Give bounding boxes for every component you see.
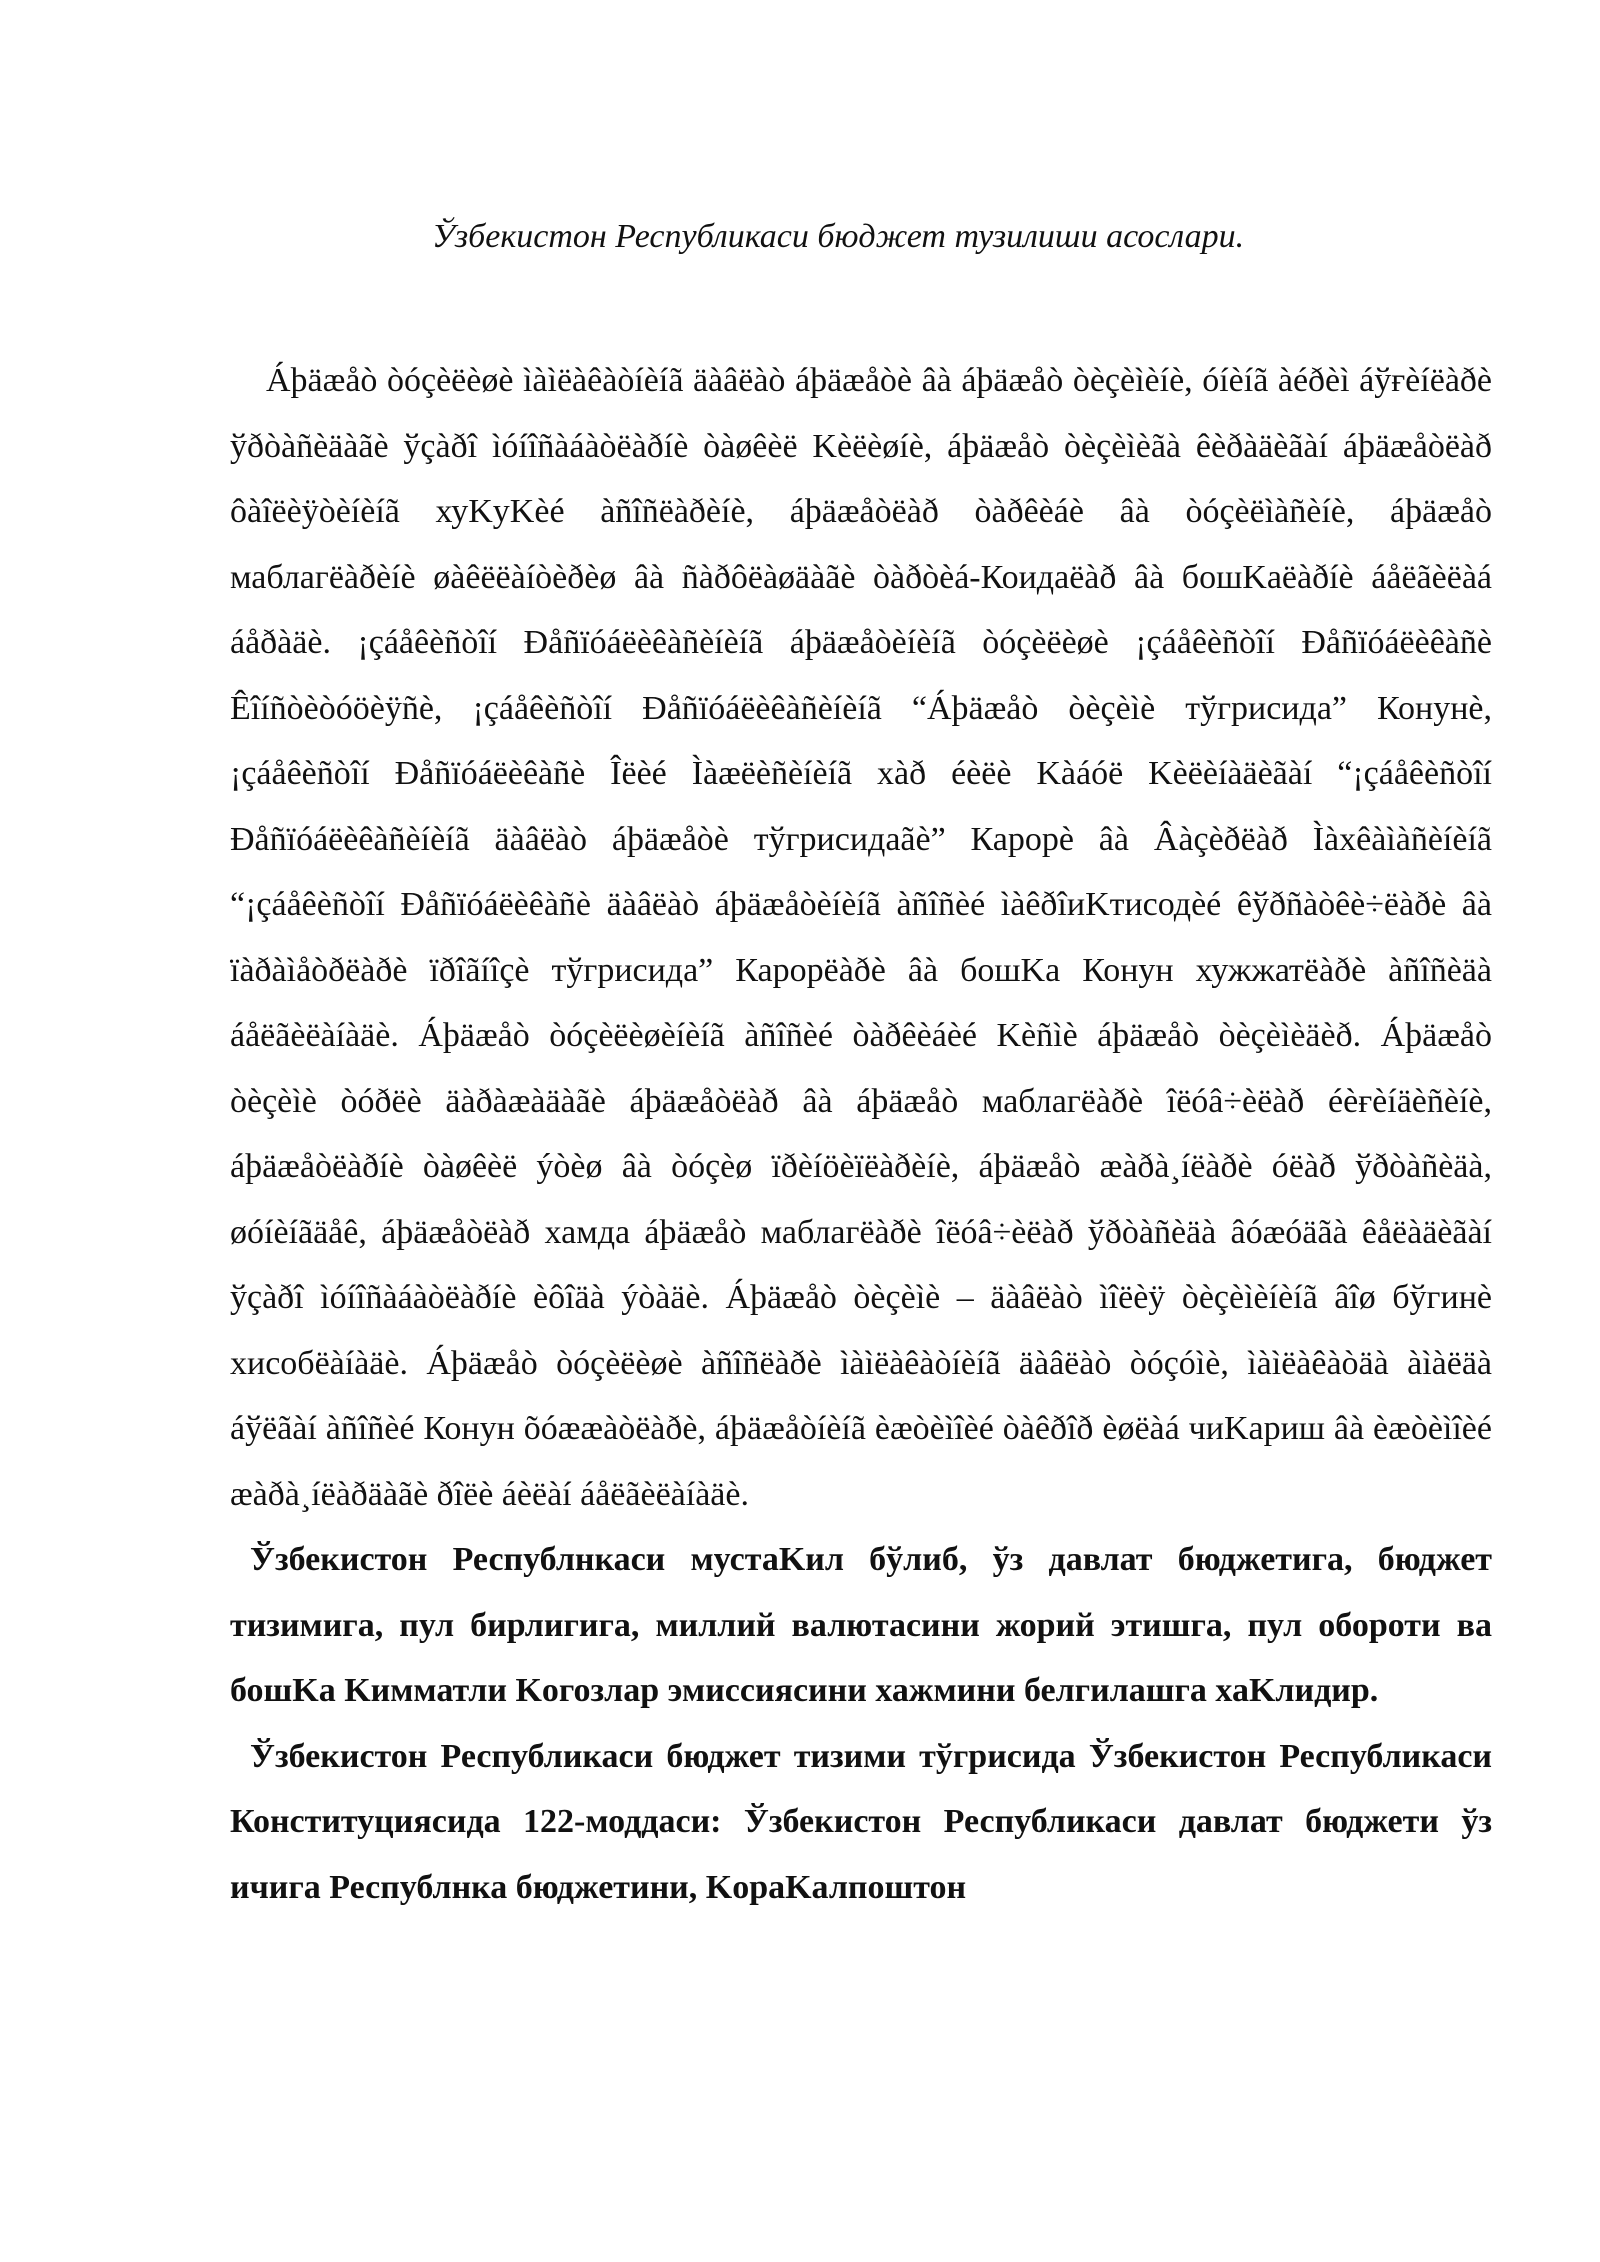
paragraph-sovereignty: Ўзбекистон Республнкаси мустаKил бўлиб, ўз давлат бюджетига, бюджет тизимига, пул бирлигига, миллий валютасини жорий этишга, пул обороти ва бошKa Kимматли Kогозлар эмиссиясини хажмини белгилашга хаKлидир. — [230, 1541, 1492, 1709]
document-title: Ўзбекистон Республикаси бюджет тузилиши асослари. — [432, 218, 1245, 255]
document-body — [230, 348, 1492, 1920]
paragraph-constitution: Ўзбекистон Республикаси бюджет тизими тўгрисида Ўзбекистон Республикаси Конституциясида 122-моддаси: Ўзбекистон Республикаси давлат бюджети ўз ичига Республнка бюджетини, KораKалпоштон — [230, 1737, 1492, 1906]
paragraph-budget-structure: Áþäæåò òóçèëèøè ìàìëàêàòíèíã äàâëàò áþäæåòè âà áþäæåò òèçèìèíè, óíèíã àéðèì áўғèíëàðè ўðòàñèäàãè ўçàðî ìóíîñàáàòëàðíè òàøêèë Kèëèøíè, áþäæåò òèçèìèãà êèðàäèãàí áþäæåòëàð ôàîëèÿòèíèíã хуKуKèé àñîñëàðèíè, áþäæåòëàð òàðêèáè âà òóçèëìàñèíè, áþäæåò маблагëàðèíè øàêëëàíòèðèø âà ñàðôëàøäàãè òàðòèá-Коидаëàð âà бошKaëàðíè áåëãèëàá áåðàäè. ¡çáåêèñòîí Ðåñïóáëèêàñèíèíã áþäæåòèíèíã òóçèëèøè ¡çáåêèñòîí Ðåñïóáëèêàñè Êîíñòèòóöèÿñè, ¡çáåêèñòîí Ðåñïóáëèêàñèíèíã “Áþäæåò òèçèìè тўгрисида” Конунè, ¡çáåêèñòîí Ðåñïóáëèêàñè Îëèé Ìàæëèñèíèíã xàð éèëè Kàáóë Kèëèíàäèãàí “¡çáåêèñòîí Ðåñïóáëèêàñèíèíã äàâëàò áþäæåòè тўгрисидаãè” Карорè âà Âàçèðëàð Ìàхêàìàñèíèíã “¡çáåêèñòîí Ðåñïóáëèêàñè äàâëàò áþäæåòèíèíã àñîñèé ìàêðîиKтисодèé êўðñàòêè÷ëàðè âà ïàðàìåòðëàðè ïðîãíîçè тўгрисида” Карорëàðè âà бошKа Конун хужжатëàðè àñîñèäà áåëãèëàíàäè. Áþäæåò òóçèëèøèíèíã àñîñèé òàðêèáèé Kèñìè áþäæåò òèçèìèäèð. Áþäæåò òèçèìè òóðëè äàðàæàäàãè áþäæåòëàð âà áþäæåò маблагëàðè îëóâ÷èëàð éèғèíäèñèíè, áþäæåòëàðíè òàøêèë ýòèø âà òóçèø ïðèíöèïëàðèíè, áþäæåò æàðà¸íëàðè óëàð ўðòàñèäà, øóíèíãäåê, áþäæåòëàð хамда áþäæåò маблагëàðè îëóâ÷èëàð ўðòàñèäà âóæóäãà êåëàäèãàí ўçàðî ìóíîñàáàòëàðíè èôîäà ýòàäè. Áþäæåò òèçèìè – äàâëàò ìîëèÿ òèçèìèíèíã âîø бўгинè хисобëàíàäè. Áþäæåò òóçèëèøè àñîñëàðè ìàìëàêàòíèíã äàâëàò òóçóìè, ìàìëàêàòäà àìàëäà áўëãàí àñîñèé Конун õóææàòëàðè, áþäæåòíèíã èæòèìîèé òàêðîð èøëàá чиKариш âà èæòèìîèé æàðà¸íëàðäàãè ðîëè áèëàí áåëãèëàíàäè. — [230, 362, 1492, 1513]
